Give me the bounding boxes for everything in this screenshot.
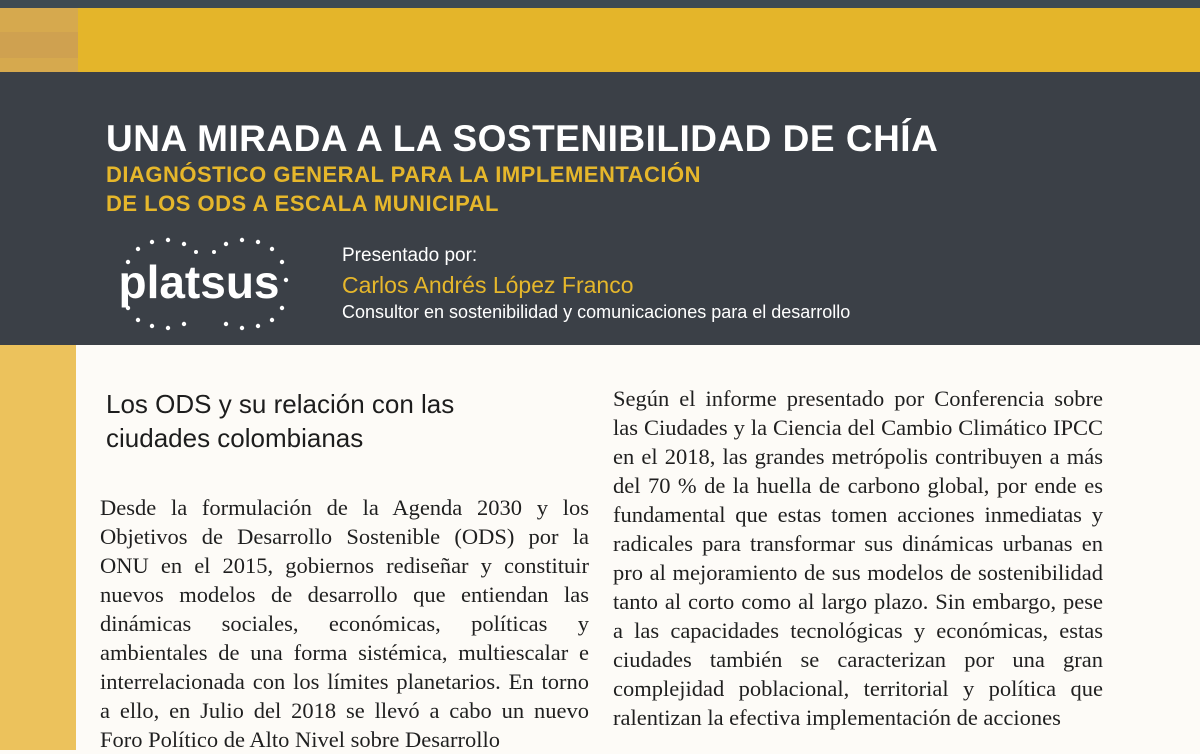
top-strip: [0, 0, 1200, 8]
presenter-role: Consultor en sostenibilidad y comunicaciones para el desarrollo: [342, 302, 851, 322]
body-column-right: Según el informe presentado por Conferencia sobre las Ciudades y la Ciencia del Cambio Climático IPCC en el 2018, las grandes metrópolis contribuyen a más del 70 % de la huella de carbono global, por ende es fundamental que estas tomen acciones inmediatas y radicales para transformar sus dinámicas urbanas en pro al mejoramiento de sus modelos de sostenibilidad tanto al corto como al largo plazo. Sin embargo, pese a las capacidades tecnológicas y económicas, estas ciudades también se caracterizan por una gran complejidad poblacional, territorial y política que ralentizan la efectiva implementación de acciones: [613, 386, 1103, 730]
logo-wordmark: platsus: [118, 256, 280, 308]
presenter-name: Carlos Andrés López Franco: [342, 272, 634, 298]
document-subtitle: [106, 160, 701, 218]
left-accent-bar: [0, 345, 76, 750]
section-heading: Los ODS y su relación con las ciudades colombianas: [106, 389, 455, 453]
body-column-left: Desde la formulación de la Agenda 2030 y los Objetivos de Desarrollo Sostenible (ODS) por la ONU en el 2015, gobiernos rediseñar y constituir nuevos modelos de desarrollo que entiendan las dinámicas sociales, económicas, políticas y ambientales de una forma sistémica, multiescalar e interrelacionada con los límites planetarios. En torno a ello, en Julio del 2018 se llevó a cabo un nuevo Foro Político de Alto Nivel sobre Desarrollo: [100, 495, 589, 752]
subtitle-line-1: DIAGNÓSTICO GENERAL PARA LA IMPLEMENTACIÓN: [106, 162, 702, 187]
header-banner: [0, 72, 1200, 345]
corner-accent-block: [0, 8, 78, 72]
platsus-logo: [104, 236, 294, 332]
presenter-block: [342, 244, 850, 324]
subtitle-line-2: DE LOS ODS A ESCALA MUNICIPAL: [106, 191, 499, 216]
top-yellow-band: [0, 8, 1200, 72]
document-title: UNA MIRADA A LA SOSTENIBILIDAD DE CHÍA: [106, 118, 939, 159]
presented-by-label: Presentado por:: [342, 245, 478, 266]
